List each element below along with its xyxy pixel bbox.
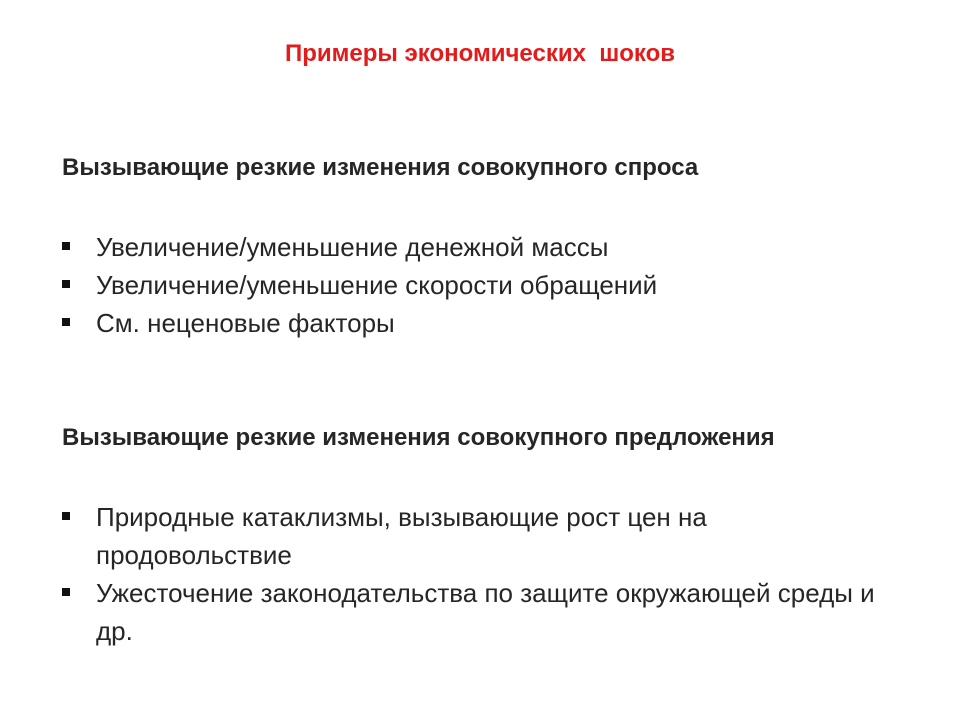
bullet-text: Увеличение/уменьшение скорости обращений [96, 270, 658, 300]
list-item [60, 304, 890, 342]
bullet-list-demand [60, 228, 890, 342]
section-heading-supply: Вызывающие резкие изменения совокупного предложения [62, 424, 775, 451]
section-heading-demand: Вызывающие резкие изменения совокупного спроса [62, 154, 699, 181]
slide-title: Примеры экономических шоков [284, 40, 676, 67]
bullet-text: Увеличение/уменьшение денежной массы [96, 232, 609, 262]
list-item [60, 574, 890, 650]
bullet-text: Ужесточение законодательства по защите окружающей среды и др. [96, 578, 875, 646]
bullet-square-icon [62, 280, 70, 288]
list-item [60, 228, 890, 266]
bullet-square-icon [62, 512, 70, 520]
bullet-text: Природные катаклизмы, вызывающие рост цен на продовольствие [96, 502, 707, 570]
list-item [60, 498, 890, 574]
bullet-square-icon [62, 588, 70, 596]
bullet-list-supply [60, 498, 890, 650]
bullet-square-icon [62, 318, 70, 326]
bullet-square-icon [62, 242, 70, 250]
bullet-text: См. неценовые факторы [96, 308, 395, 338]
list-item [60, 266, 890, 304]
